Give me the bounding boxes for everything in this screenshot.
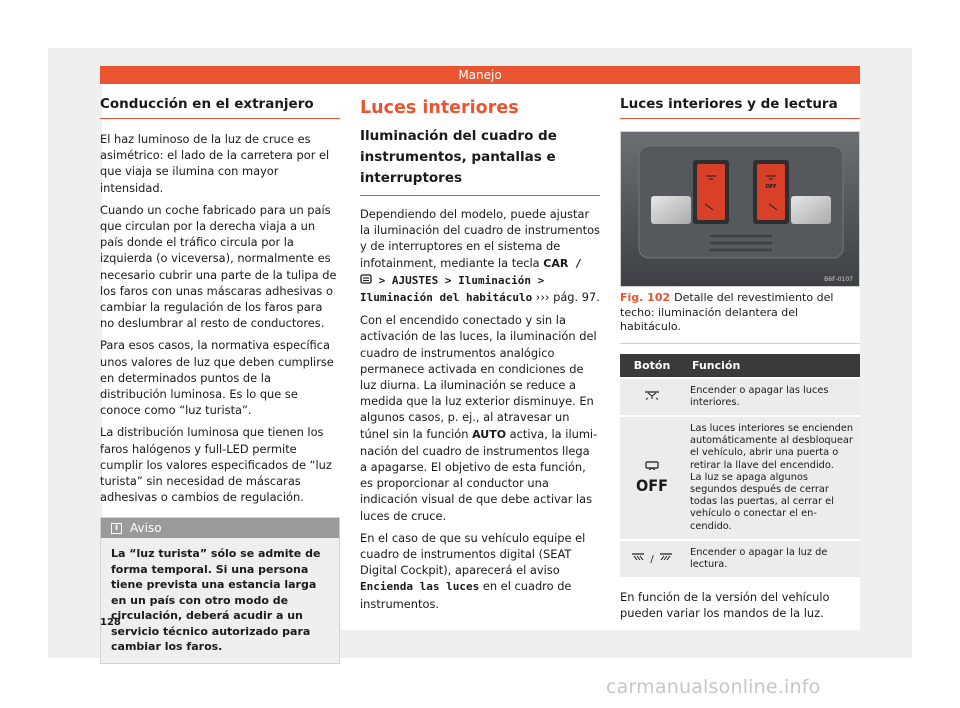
button-function-table [620,354,860,578]
paragraph: En el caso de que su vehículo equipe el cuadro de instrumentos digital (SEAT Digital Cockpit), aparecerá el aviso Encienda las luces en el cuadro de instrumentos. [360,530,586,611]
left-reading-switch [697,164,725,220]
cluster-message: Encienda las luces [360,580,480,594]
notice-text: La “luz turista” sólo se admite de forma temporal. Si una persona tiene prevista una estancia larga en un país con otro modo de circulación, deberá acudir a un servicio técnico autorizado para cambiar los faros. [111,547,321,654]
paragraph: Cuando un coche fabricado para un país que circulan por la derecha viaja a un país donde el tráfico circula por la izquierda (o viceversa), normalmente es necesario cubrir una parte de la tulipa de los faros con unas máscaras adhesivas o cambiar la regulación de los faros para no deslumbrar al resto de conductores. [100,202,337,331]
function-text: Encender o apagar las luces interiores. [684,378,860,416]
roof-console-illustration [621,132,860,287]
table-header-row [620,354,860,378]
figure-number: Fig. 102 [620,291,671,304]
reading-light-right-icon [657,552,673,566]
function-text: Las luces interiores se encienden automáticamente al desbloquear el vehículo, abrir una puerta o retirar la llave del encendido. La luz se apaga algunos segundos después de cerrar todas las puertas, al cerrar el vehículo o conectar el encendido. [684,416,860,540]
paragraph: El haz luminoso de la luz de cruce es asimétrico: el lado de la carretera por el que viaja se ilumina con mayor intensidad. [100,132,330,195]
roof-console-figure [620,131,860,287]
section-subtitle: Iluminación del cuadro de instrumentos, pantallas e interruptores [360,126,600,196]
paragraph: La distribución luminosa que tienen los faros halógenos y full-LED permite cumplir los valores especificados de “luz turista” sin necesidad de máscaras adhesivas o cambios de regulación. [100,425,332,505]
off-label: OFF [636,475,668,495]
door-contact-off-icon [643,461,661,477]
function-text: Encender o apagar la luz de lectura. [684,540,860,577]
column-right [620,96,860,628]
right-reading-switch [757,164,785,220]
figure-code: B6F-0107 [824,276,853,283]
left-lamp-lens [651,196,691,224]
chapter-title: Luces interiores [360,98,519,118]
paragraph: Para esos casos, la normativa específica unos valores de luz que deben cumplirse en determinados puntos de la distribución luminosa. Es lo que se conoce como “luz turista”. [100,338,334,418]
paragraph: Con el encendido conectado y sin la activación de las luces, la iluminación del cuadro de instrumentos analógico permanece activada en condiciones de luz diurna. La iluminación se reduce a medida que la luz exterior disminuye. En algunos casos, p. ej., al atravesar un túnel sin la función AUTO activa, la iluminación del cuadro de instrumentos llega a apagarse. El objetivo de esta función, es proporcionar al conductor una indicación visual de que debe activar las luces de cruce. [360,313,598,523]
menu-path: > AJUSTES > Iluminación > Iluminación del habitáculo [360,273,545,305]
paragraph: Dependiendo del modelo, puede ajustar la iluminación del cuadro de instrumentos y de interruptores en el sistema de infotainment, mediante la tecla CAR / > AJUSTES > Iluminación > Iluminación del habitáculo ››› pág. 97. [360,207,600,305]
settings-menu-icon [360,272,372,288]
icon-separator: / [647,553,657,565]
column-middle [360,96,600,618]
section-title: Conducción en el extranjero [100,96,340,119]
page-reference: ››› pág. 97. [532,290,600,305]
interior-light-icon [643,390,661,404]
paragraph: En función de la versión del vehículo pueden variar los mandos de la luz. [620,590,830,621]
column-left [100,96,340,664]
auto-light-label: AUTO [472,427,507,441]
page-number: 128 [100,617,121,628]
table-row [620,378,860,416]
notice-box [100,517,340,664]
figure-caption: Fig. 102 Detalle del revestimiento del techo: iluminación delantera del habitáculo. [620,291,860,344]
table-row [620,540,860,577]
reading-light-left-icon [631,552,647,566]
watermark: carmanualsonline.info [606,676,821,698]
column-header: Función [684,354,860,378]
section-header: Manejo [100,66,860,84]
section-title: Luces interiores y de lectura [620,96,860,119]
column-header: Botón [620,354,684,378]
notice-header [101,518,339,538]
off-switch-label: OFF [765,184,777,190]
notice-title: Aviso [130,521,162,536]
info-icon: i [111,523,122,534]
right-lamp-lens [791,196,831,224]
table-row [620,416,860,540]
car-key-label: CAR [543,256,569,270]
